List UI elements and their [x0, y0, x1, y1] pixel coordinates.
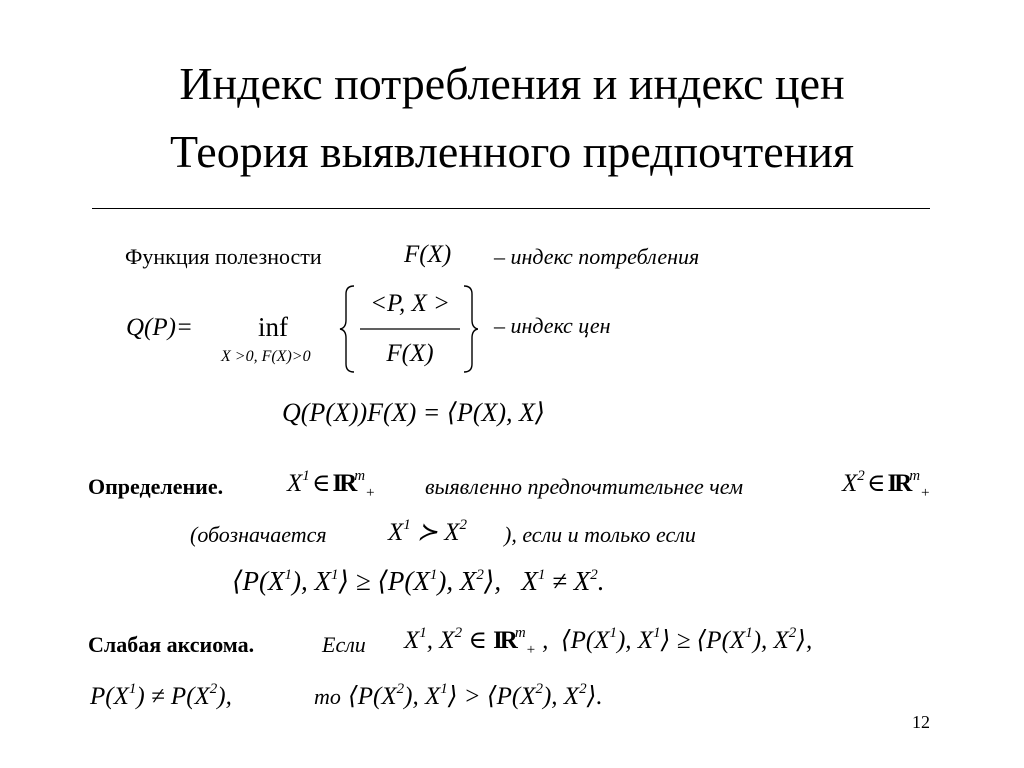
- weak-axiom-label: Слабая аксиома.: [88, 632, 255, 657]
- definition-text-2-post: ), если и только если: [504, 522, 696, 547]
- page-number: 12: [912, 712, 930, 732]
- weak-axiom-conclusion: $⟨P(X^2)$, $X^1⟩$ > $⟨P(X^2)$, $X^2⟩$.: [348, 681, 603, 710]
- price-index-description: – индекс цен: [494, 313, 611, 338]
- price-index-lhs: Q(P)=: [126, 314, 193, 341]
- utility-label: Функция полезности: [125, 244, 322, 269]
- definition-label: Определение.: [88, 474, 224, 499]
- title-line-1: Индекс потребления и индекс цен: [179, 58, 845, 109]
- preference-relation: $X^1$ ≻ $X^2$: [388, 517, 467, 546]
- title-line-2: Теория выявленного предпочтения: [169, 126, 855, 177]
- definition-x1-formula: $X^1$ ∈ $IR^m_+$: [287, 468, 376, 501]
- definition-text-1: выявленно предпочтительнее чем: [425, 474, 744, 499]
- weak-axiom-premise: $P(X^1) \ne P(X^2)$,: [90, 681, 232, 710]
- fraction-numerator: <P, X >: [370, 290, 450, 317]
- weak-axiom-condition: $X^1$, $X^2$ ∈ $IR^m_+$ , $⟨P(X^1)$, $X^1⟩$ ≥ $⟨P(X^1)$, $X^2⟩$,: [404, 625, 813, 658]
- definition-text-2-pre: (обозначается: [190, 522, 327, 547]
- utility-fx: F(X): [404, 241, 452, 268]
- weak-axiom-then: то: [314, 684, 341, 709]
- identity-formula: Q(P(X))F(X) = ⟨P(X), X⟩: [282, 398, 546, 427]
- definition-x2-formula: $X^2$ ∈ $IR^m_+$: [842, 468, 931, 501]
- definition-condition: $⟨P(X^1)$, $X^1⟩$ ≥ $⟨P(X^1)$, $X^2⟩$, $X^1 \ne X^2$.: [232, 566, 605, 596]
- weak-axiom-if: Если: [322, 632, 366, 657]
- utility-description: – индекс потребления: [494, 244, 700, 269]
- fraction-denominator: F(X): [386, 340, 434, 367]
- infimum-operator: inf: [258, 312, 288, 342]
- title-divider: [92, 208, 930, 209]
- infimum-subscript: X >0, F(X)>0: [221, 348, 311, 365]
